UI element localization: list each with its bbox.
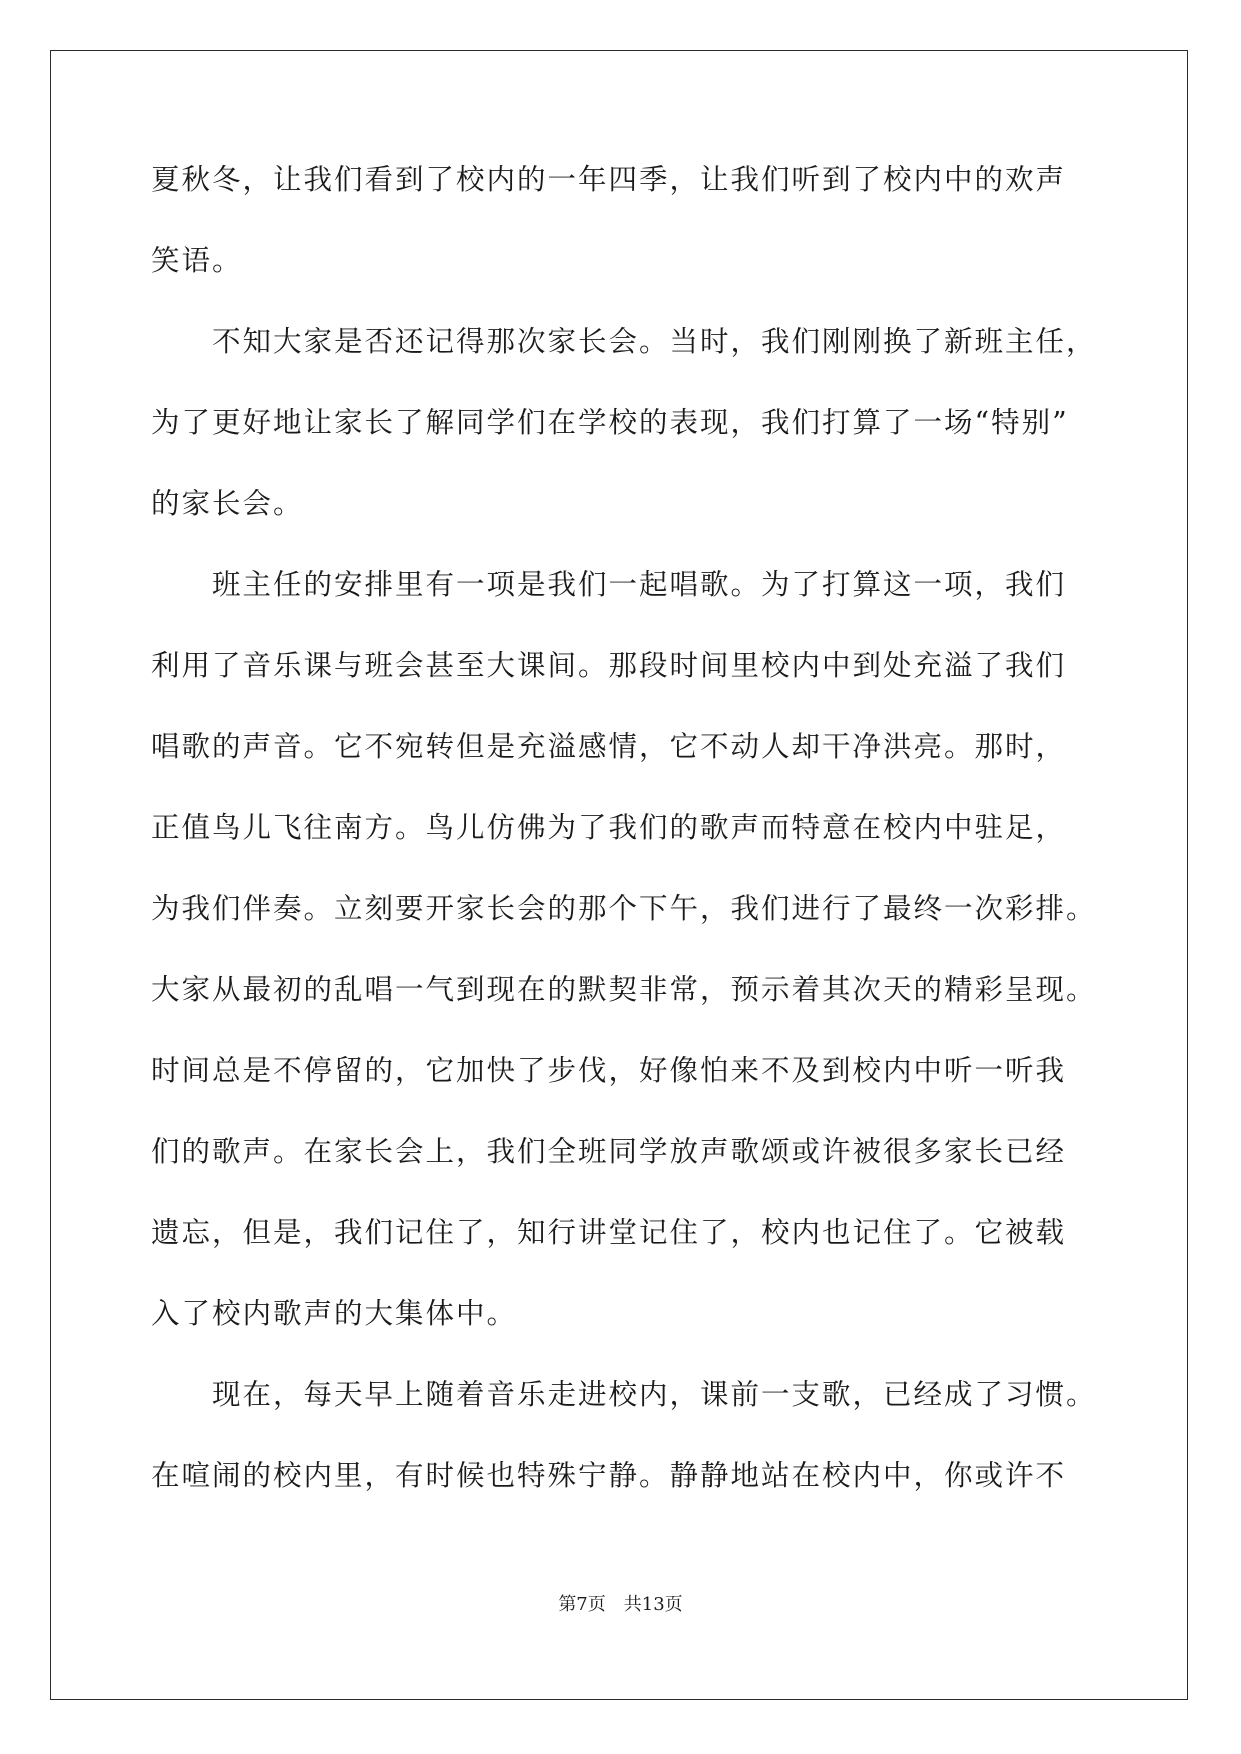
text-line: 在喧闹的校内里，有时候也特殊宁静。静静地站在校内中，你或许不 — [151, 1459, 1067, 1492]
text-line: 们的歌声。在家长会上，我们全班同学放声歌颂或许被很多家长已经 — [151, 1135, 1067, 1168]
page-total: 共13页 — [623, 1594, 683, 1615]
text-line: 正值鸟儿飞往南方。鸟儿仿佛为了我们的歌声而特意在校内中驻足， — [151, 811, 1067, 844]
text-line: 现在，每天早上随着音乐走进校内，课前一支歌，已经成了习惯。 — [151, 1378, 1097, 1411]
text-line: 班主任的安排里有一项是我们一起唱歌。为了打算这一项，我们 — [151, 568, 1067, 601]
text-line: 笑语。 — [151, 244, 243, 277]
text-line: 遗忘，但是，我们记住了，知行讲堂记住了，校内也记住了。它被载 — [151, 1216, 1067, 1249]
text-line: 唱歌的声音。它不宛转但是充溢感情，它不动人却干净洪亮。那时， — [151, 730, 1067, 763]
page-border — [50, 50, 1188, 1700]
text-line: 夏秋冬，让我们看到了校内的一年四季，让我们听到了校内中的欢声 — [151, 163, 1067, 196]
text-line: 大家从最初的乱唱一气到现在的默契非常，预示着其次天的精彩呈现。 — [151, 973, 1097, 1006]
text-line: 时间总是不停留的，它加快了步伐，好像怕来不及到校内中听一听我 — [151, 1054, 1067, 1087]
text-line: 的家长会。 — [151, 487, 304, 520]
text-line: 入了校内歌声的大集体中。 — [151, 1297, 518, 1330]
page-number: 第7页 — [558, 1594, 606, 1615]
page-footer — [0, 1590, 1241, 1616]
text-line: 不知大家是否还记得那次家长会。当时，我们刚刚换了新班主任， — [151, 325, 1097, 358]
text-line: 为了更好地让家长了解同学们在学校的表现，我们打算了一场“特别” — [151, 406, 1069, 439]
text-line: 利用了音乐课与班会甚至大课间。那段时间里校内中到处充溢了我们 — [151, 649, 1067, 682]
text-line: 为我们伴奏。立刻要开家长会的那个下午，我们进行了最终一次彩排。 — [151, 892, 1097, 925]
